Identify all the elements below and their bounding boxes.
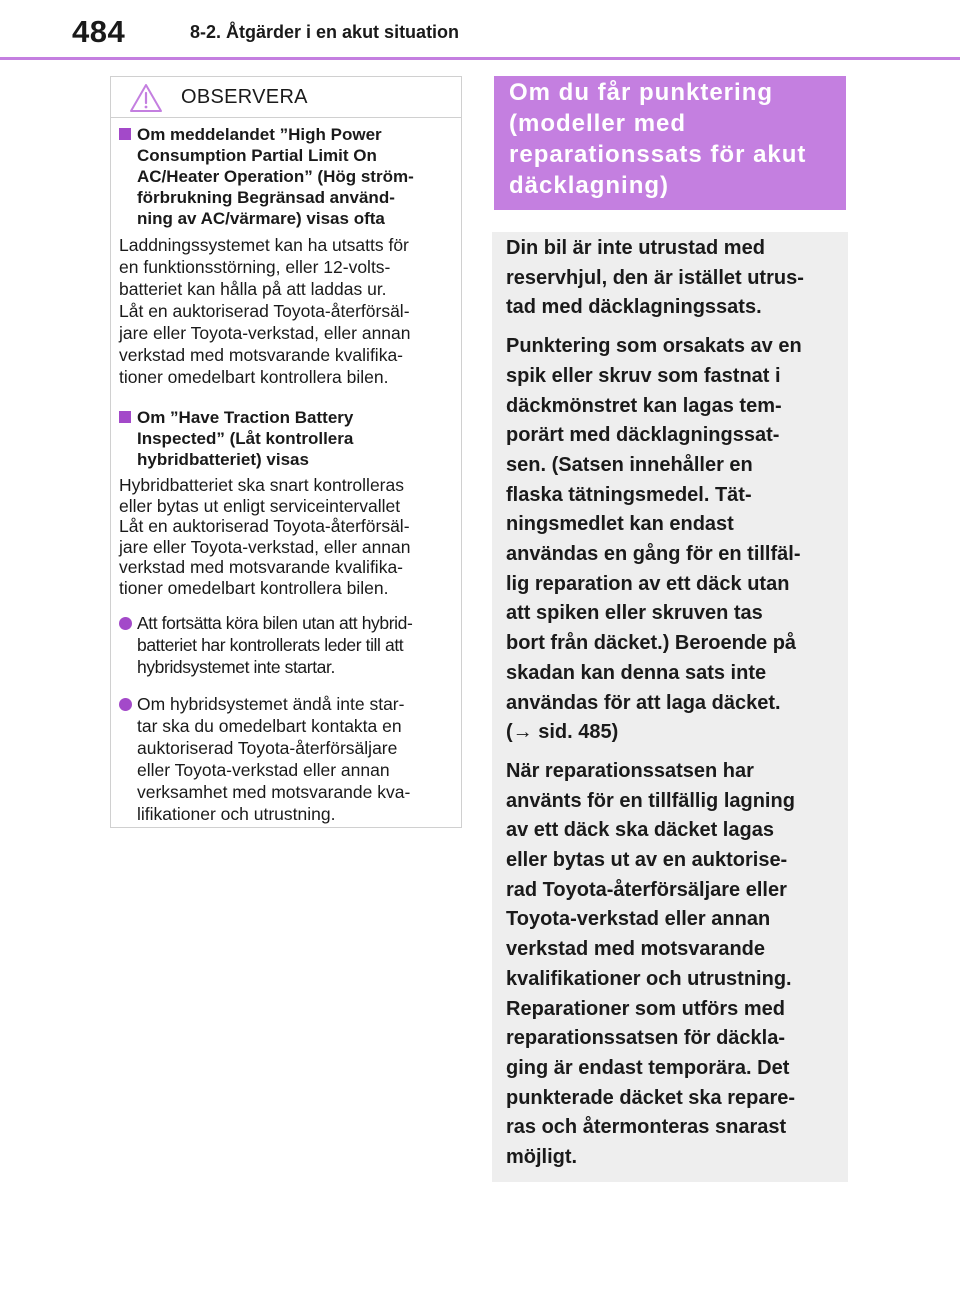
caution-subheading-1: [119, 124, 447, 229]
page-number: 484: [72, 14, 126, 49]
caution-title: OBSERVERA: [181, 86, 308, 108]
text-line: Om hybridsystemet ändå inte star-: [137, 694, 405, 714]
text-line: möjligt.: [506, 1146, 578, 1169]
text-line: tar ska du omedelbart kontakta en: [137, 716, 402, 736]
info-paragraph-3: [506, 757, 834, 1173]
text-line: användas för att laga däcket.: [506, 691, 781, 714]
text-line: verksamhet med motsvarande kva-: [137, 782, 411, 802]
text-line: Låt en auktoriserad Toyota-återförsäl-: [119, 516, 410, 536]
text-line: tioner omedelbart kontrollera bilen.: [119, 577, 389, 598]
text-line: däckmönstret kan lagas tem-: [506, 394, 782, 417]
text-line: eller bytas ut av en auktorise-: [506, 849, 788, 872]
text-line: jare eller Toyota-verkstad, eller annan: [119, 536, 411, 557]
puncture-heading: [494, 76, 846, 210]
text-line: porärt med däcklagningssat-: [506, 424, 780, 447]
text-line: Din bil är inte utrustad med: [506, 237, 765, 259]
text-line: verkstad med motsvarande kvalifika-: [119, 345, 403, 365]
text-line: jare eller Toyota-verkstad, eller annan: [119, 323, 411, 343]
caution-bullet-1: [119, 612, 447, 678]
text-line: användas en gång för en tillfäl-: [506, 543, 801, 566]
square-bullet-icon: [119, 411, 131, 423]
text-line: Om du får punktering: [509, 79, 774, 106]
caution-paragraph-2: [119, 475, 447, 598]
puncture-info-box: [492, 232, 848, 1182]
caution-subheading-2: [119, 407, 447, 470]
page-reference[interactable]: (→ sid. 485): [506, 721, 619, 744]
caution-box: [110, 76, 462, 828]
text-line: flaska tätningsmedel. Tät-: [506, 483, 752, 506]
text-line: skadan kan denna sats inte: [506, 661, 767, 684]
text-line: verkstad med motsvarande kvalifika-: [119, 557, 403, 577]
arrow-right-icon: →: [512, 721, 533, 744]
puncture-heading-text: [509, 77, 832, 201]
text-line: (modeller med: [509, 110, 687, 137]
text-line: Punktering som orsakats av en: [506, 335, 802, 358]
text-line: hybridbatteriet) visas: [137, 450, 309, 469]
text-line: Hybridbatteriet ska snart kontrolleras: [119, 475, 404, 495]
caution-header: [111, 77, 461, 118]
text-line: auktoriserad Toyota-återförsäljare: [137, 738, 398, 758]
text-line: När reparationssatsen har: [506, 759, 754, 782]
text-line: en funktionsstörning, eller 12-volts-: [119, 257, 391, 277]
text-line: batteriet har kontrollerats leder till att: [137, 635, 404, 655]
text-line: tad med däcklagningssats.: [506, 296, 762, 319]
text-line: Om meddelandet ”High Power: [137, 125, 382, 144]
text-line: kvalifikationer och utrustning.: [506, 967, 792, 990]
text-line: AC/Heater Operation” (Hög ström-: [137, 167, 414, 186]
text-line: använts för en tillfällig lagning: [506, 789, 795, 812]
text-line: hybridsystemet inte startar.: [137, 657, 335, 677]
text-line: Consumption Partial Limit On: [137, 146, 377, 165]
text-line: lig reparation av ett däck utan: [506, 572, 790, 595]
text-line: punkterade däcket ska repare-: [506, 1086, 796, 1109]
text-line: reservhjul, den är istället utrus-: [506, 266, 804, 289]
text-line: ging är endast temporära. Det: [506, 1056, 790, 1079]
info-paragraph-1: [506, 234, 834, 323]
text-line: batteriet kan hålla på att laddas ur.: [119, 279, 387, 299]
text-line: av ett däck ska däcket lagas: [506, 819, 774, 842]
text-line: Reparationer som utförs med: [506, 997, 785, 1020]
text-line: Laddningssystemet kan ha utsatts för: [119, 235, 409, 255]
text-line: Att fortsätta köra bilen utan att hybrid-: [137, 613, 413, 633]
text-line: Inspected” (Låt kontrollera: [137, 429, 354, 448]
text-line: att spiken eller skruven tas: [506, 602, 763, 625]
text-line: Låt en auktoriserad Toyota-återförsäl-: [119, 301, 410, 321]
text-line: eller bytas ut enligt serviceintervallet: [119, 495, 401, 516]
text-line: reparationssats för akut: [509, 141, 807, 168]
text-line: lifikationer och utrustning.: [137, 804, 336, 824]
text-line: rad Toyota-återförsäljare eller: [506, 878, 787, 901]
section-title: 8-2. Åtgärder i en akut situation: [190, 22, 460, 42]
text-line: ras och återmonteras snarast: [506, 1116, 787, 1139]
text-line: eller Toyota-verkstad eller annan: [137, 760, 390, 780]
text-line: ning av AC/värmare) visas ofta: [137, 209, 385, 228]
text-line: ningsmedlet kan endast: [506, 513, 734, 536]
text-line: spik eller skruv som fastnat i: [506, 364, 781, 387]
text-line: förbrukning Begränsad använd-: [137, 188, 395, 207]
text-line: tioner omedelbart kontrollera bilen.: [119, 367, 389, 387]
caution-bullet-2: [119, 693, 447, 825]
info-paragraph-2: [506, 332, 834, 748]
warning-triangle-icon: [129, 83, 163, 113]
text-line: däcklagning): [509, 172, 670, 199]
text-line: bort från däcket.) Beroende på: [506, 632, 797, 655]
caution-paragraph-1: [119, 234, 447, 388]
text-line: reparationssatsen för däckla-: [506, 1027, 785, 1050]
text-line: Toyota-verkstad eller annan: [506, 908, 771, 931]
text-line: verkstad med motsvarande: [506, 938, 766, 961]
header-rule: [0, 57, 960, 60]
round-bullet-icon: [119, 617, 132, 630]
square-bullet-icon: [119, 128, 131, 140]
caution-body: [111, 118, 461, 825]
page-header: [0, 0, 960, 62]
round-bullet-icon: [119, 698, 132, 711]
text-line: Om ”Have Traction Battery: [137, 408, 354, 427]
text-line: sen. (Satsen innehåller en: [506, 453, 753, 476]
